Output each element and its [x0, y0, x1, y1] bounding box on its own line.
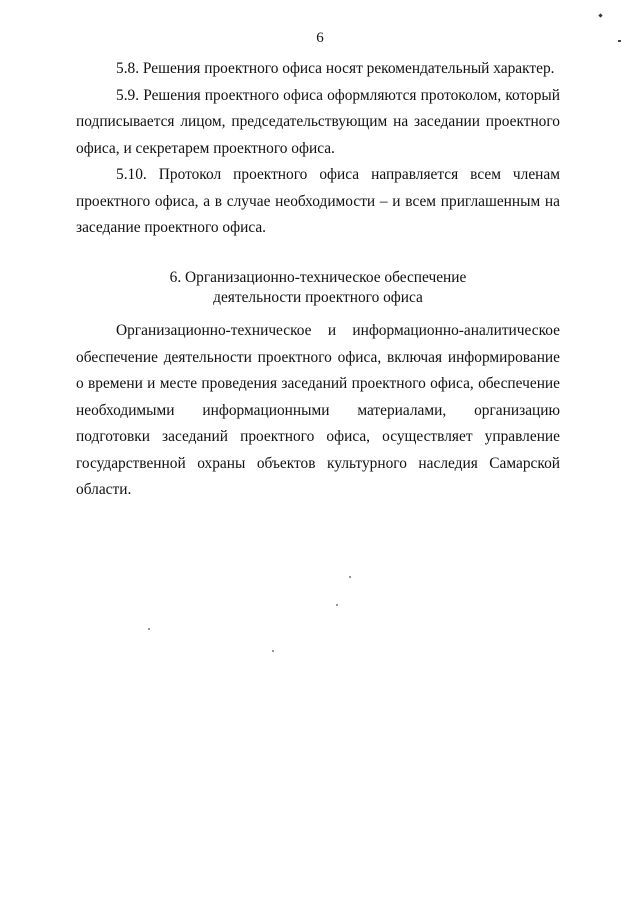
paragraph-5-10: 5.10. Протокол проектного офиса направляется всем членам проектного офиса, а в случае необходимости – и всем приглашенным на заседание проектного офиса.	[76, 166, 560, 236]
section-6-heading	[76, 268, 560, 308]
scan-speck	[336, 604, 338, 606]
scan-speck	[272, 650, 274, 652]
scan-speck	[598, 13, 602, 17]
paragraph-6-body: Организационно-техническое и информационно-аналитическое обеспечение деятельности проектного офиса, включая информирование о времени и месте проведения заседаний проектного офиса, обеспечение необходимыми информационными материалами, организацию подготовки заседаний проектного офиса, осуществляет управление государственной охраны объектов культурного наследия Самарской области.	[76, 322, 560, 498]
section-6-heading-line-1: 6. Организационно-техническое обеспечение	[169, 269, 467, 286]
scan-speck	[349, 576, 351, 578]
section-6-text	[76, 318, 560, 504]
page-number: 6	[316, 30, 324, 46]
section-6-heading-line-2: деятельности проектного офиса	[213, 289, 423, 306]
paragraph-5-9: 5.9. Решения проектного офиса оформляются протоколом, который подписывается лицом, председательствующим на заседании проектного офиса, и секретарем проектного офиса.	[76, 86, 560, 157]
scan-speck	[148, 628, 150, 630]
section-5-text	[76, 56, 560, 242]
paragraph-5-8: 5.8. Решения проектного офиса носят рекомендательный характер.	[116, 60, 555, 77]
